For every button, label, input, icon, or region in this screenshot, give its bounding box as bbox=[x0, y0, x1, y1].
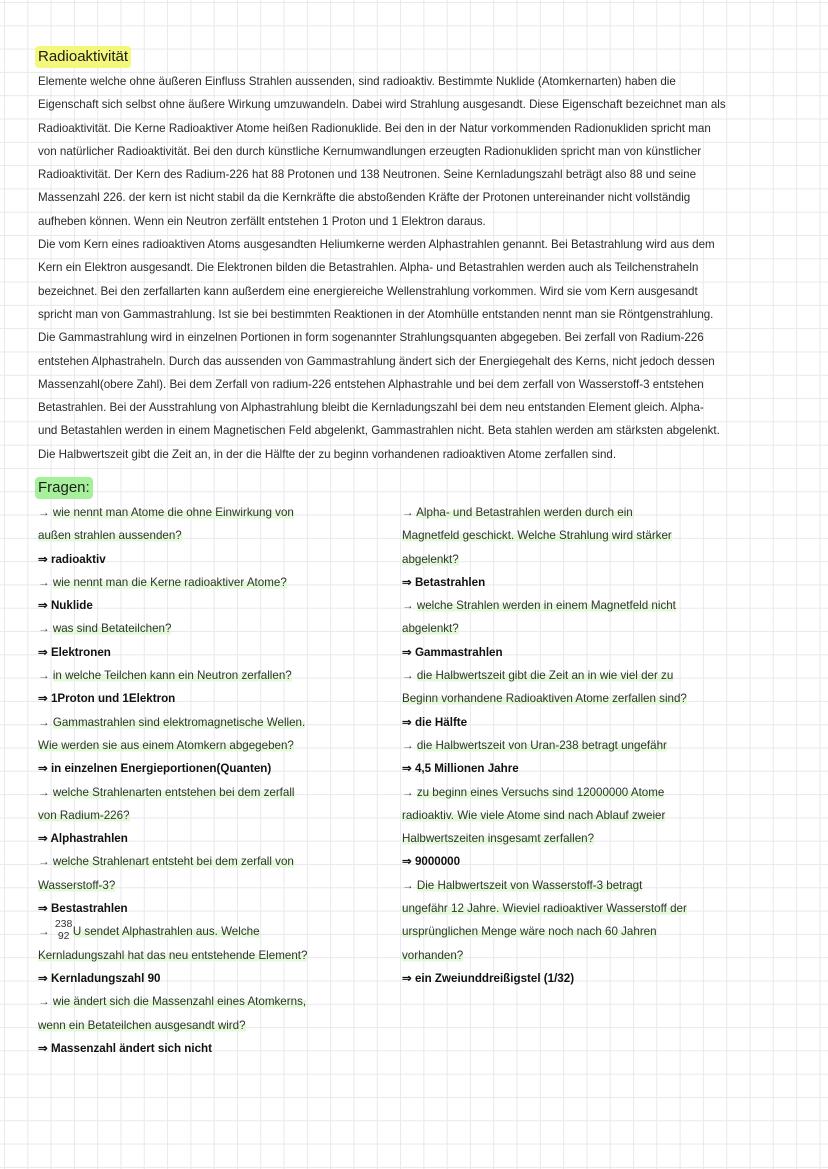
answer-line bbox=[38, 897, 398, 920]
question-continuation bbox=[402, 804, 762, 827]
arrow-icon: → bbox=[38, 785, 53, 799]
question-text: abgelenkt? bbox=[402, 552, 459, 566]
question-continuation bbox=[38, 944, 398, 967]
question-line bbox=[38, 781, 398, 804]
question-text: in welche Teilchen kann ein Neutron zerfallen? bbox=[52, 669, 292, 683]
answer-line bbox=[402, 641, 762, 664]
implies-icon: ⇒ bbox=[402, 855, 415, 869]
question-continuation bbox=[402, 827, 762, 850]
question-text: wie nennt man Atome die ohne Einwirkung von bbox=[52, 506, 294, 519]
answer-line bbox=[38, 757, 398, 780]
question-continuation bbox=[402, 944, 762, 967]
question-continuation bbox=[402, 524, 762, 547]
implies-icon: ⇒ bbox=[38, 762, 51, 776]
arrow-icon: → bbox=[38, 855, 53, 869]
arrow-icon: → bbox=[402, 785, 417, 799]
answer-text: Alphastrahlen bbox=[50, 832, 128, 846]
question-text: radioaktiv. Wie viele Atome sind nach Ablauf zweier bbox=[402, 808, 666, 822]
question-text: Wasserstoff-3? bbox=[38, 878, 116, 892]
answer-line bbox=[402, 711, 762, 734]
arrow-icon: → bbox=[402, 506, 417, 519]
intro-line: Betastrahlen. Bei der Ausstrahlung von Alphastrahlung bleibt die Kernladungszahl bei dem neu entstanden Element gleich. Alpha- bbox=[38, 401, 704, 415]
implies-icon: ⇒ bbox=[38, 599, 51, 613]
answer-line bbox=[402, 757, 762, 780]
implies-icon: ⇒ bbox=[38, 692, 51, 706]
answer-text: ein Zweiunddreißigstel (1/32) bbox=[414, 971, 575, 985]
intro-line: entstehen Alphastraheln. Durch das aussenden von Gammastrahlung ändert sich der Energiegehalt des Kerns, nicht jedoch dessen bbox=[38, 354, 715, 368]
question-text: wenn ein Betateilchen ausgesandt wird? bbox=[38, 1018, 246, 1032]
intro-line: und Betastahlen werden in einem Magnetischen Feld abgelenkt, Gammastrahlen nicht. Beta stahlen werden am stärksten abgelenkt. bbox=[38, 424, 720, 438]
questions-right-column bbox=[402, 501, 762, 990]
answer-text: 1Proton und 1Elektron bbox=[50, 692, 176, 706]
answer-text: 9000000 bbox=[414, 855, 461, 869]
question-line bbox=[402, 501, 762, 524]
arrow-icon: → bbox=[38, 715, 53, 729]
question-text: Kernladungszahl hat das neu entstehende Element? bbox=[38, 948, 308, 962]
question-text: außen strahlen aussenden? bbox=[38, 529, 182, 543]
answer-text: Nuklide bbox=[50, 599, 93, 613]
arrow-icon: → bbox=[402, 878, 417, 892]
answer-text: Bestastrahlen bbox=[50, 902, 128, 916]
question-line bbox=[38, 711, 398, 734]
intro-line: Elemente welche ohne äußeren Einfluss Strahlen aussenden, sind radioaktiv. Bestimmte Nuklide (Atomkernarten) haben die bbox=[38, 75, 676, 88]
answer-text: in einzelnen Energieportionen(Quanten) bbox=[50, 762, 272, 776]
question-text: wie ändert sich die Massenzahl eines Atomkerns, bbox=[52, 995, 307, 1009]
question-text: die Halbwertszeit von Uran-238 betragt ungefähr bbox=[416, 738, 667, 752]
implies-icon: ⇒ bbox=[402, 645, 415, 659]
question-continuation bbox=[38, 1014, 398, 1037]
arrow-icon: → bbox=[402, 669, 417, 683]
question-text: welche Strahlen werden in einem Magnetfeld nicht bbox=[416, 599, 676, 613]
isotope-mass-number: 238 bbox=[54, 918, 73, 931]
implies-icon: ⇒ bbox=[38, 1041, 51, 1055]
question-text: Alpha- und Betastrahlen werden durch ein bbox=[416, 506, 633, 519]
question-continuation bbox=[402, 687, 762, 710]
answer-line bbox=[38, 967, 398, 990]
arrow-icon: → bbox=[38, 995, 53, 1009]
answer-text: Elektronen bbox=[50, 645, 111, 659]
intro-line: Die Gammastrahlung wird in einzelnen Portionen in form sogenannter Strahlungsquanten abgegeben. Bei zerfall von Radium-226 bbox=[38, 331, 704, 345]
question-text: Magnetfeld geschickt. Welche Strahlung wird stärker bbox=[402, 529, 672, 543]
intro-paragraph bbox=[38, 70, 798, 466]
implies-icon: ⇒ bbox=[38, 832, 51, 846]
isotope-notation bbox=[53, 918, 73, 943]
questions-heading: Fragen: bbox=[35, 477, 93, 499]
question-text: wie nennt man die Kerne radioaktiver Atome? bbox=[52, 575, 287, 589]
answer-line bbox=[38, 827, 398, 850]
isotope-atomic-number: 92 bbox=[57, 930, 70, 943]
question-text: zu beginn eines Versuchs sind 12000000 Atome bbox=[416, 785, 665, 799]
question-text: vorhanden? bbox=[402, 948, 464, 962]
questions-left-column bbox=[38, 501, 398, 1060]
answer-text: Gammastrahlen bbox=[414, 645, 503, 659]
question-text: abgelenkt? bbox=[402, 622, 459, 636]
question-continuation bbox=[402, 897, 762, 920]
question-line bbox=[38, 990, 398, 1013]
intro-line: Radioaktivität. Die Kerne Radioaktiver Atome heißen Radionuklide. Bei den in der Natur vorkommenden Radionukliden spricht man bbox=[38, 121, 711, 135]
question-text: U sendet Alphastrahlen aus. Welche bbox=[72, 925, 260, 939]
question-continuation bbox=[402, 920, 762, 943]
answer-text: radioaktiv bbox=[50, 552, 106, 566]
intro-line: spricht man von Gammastrahlung. Ist sie bei bestimmten Reaktionen in der Atomhülle entstanden nennt man sie Röntgenstrahlung. bbox=[38, 307, 714, 321]
question-line bbox=[38, 850, 398, 873]
question-line bbox=[402, 781, 762, 804]
question-continuation bbox=[38, 734, 398, 757]
arrow-icon: → bbox=[38, 669, 53, 683]
question-text: Halbwertszeiten insgesamt zerfallen? bbox=[402, 832, 595, 846]
question-text: welche Strahlenarten entstehen bei dem zerfall bbox=[52, 785, 295, 799]
question-text: welche Strahlenart entsteht bei dem zerfall von bbox=[52, 855, 294, 869]
question-line bbox=[38, 501, 398, 524]
arrow-icon: → bbox=[402, 738, 417, 752]
question-line bbox=[402, 594, 762, 617]
question-continuation bbox=[402, 617, 762, 640]
question-continuation bbox=[38, 874, 398, 897]
intro-line: Massenzahl(obere Zahl). Bei dem Zerfall von radium-226 entstehen Alphastrahle und bei dem zerfall von Wasserstoff-3 entstehen bbox=[38, 377, 704, 391]
question-line bbox=[38, 920, 398, 943]
answer-line bbox=[38, 1037, 398, 1060]
question-text: Die Halbwertszeit von Wasserstoff-3 betragt bbox=[416, 878, 643, 892]
implies-icon: ⇒ bbox=[402, 971, 415, 985]
intro-line: Eigenschaft sich selbst ohne äußere Wirkung umzuwandeln. Dabei wird Strahlung ausgesandt. Diese Eigenschaft bezeichnet man als bbox=[38, 98, 726, 112]
question-text: ursprünglichen Menge wäre noch nach 60 Jahren bbox=[402, 925, 657, 939]
implies-icon: ⇒ bbox=[402, 762, 415, 776]
question-line bbox=[402, 734, 762, 757]
implies-icon: ⇒ bbox=[402, 575, 415, 589]
arrow-icon: → bbox=[38, 622, 53, 636]
arrow-icon: → bbox=[402, 599, 417, 613]
question-line bbox=[402, 664, 762, 687]
page-title: Radioaktivität bbox=[35, 46, 131, 68]
question-continuation bbox=[402, 548, 762, 571]
question-text: die Halbwertszeit gibt die Zeit an in wie viel der zu bbox=[416, 669, 674, 683]
answer-line bbox=[402, 850, 762, 873]
answer-text: 4,5 Millionen Jahre bbox=[414, 762, 519, 776]
answer-line bbox=[38, 594, 398, 617]
answer-line bbox=[402, 571, 762, 594]
implies-icon: ⇒ bbox=[402, 715, 415, 729]
question-continuation bbox=[38, 804, 398, 827]
implies-icon: ⇒ bbox=[38, 971, 51, 985]
implies-icon: ⇒ bbox=[38, 645, 51, 659]
arrow-icon: → bbox=[38, 506, 53, 519]
question-text: Gammastrahlen sind elektromagnetische Wellen. bbox=[52, 715, 306, 729]
implies-icon: ⇒ bbox=[38, 552, 51, 566]
intro-line: Radioaktivität. Der Kern des Radium-226 hat 88 Protonen und 138 Neutronen. Seine Kernladungszahl beträgt also 88 und seine bbox=[38, 168, 697, 182]
question-text: ungefähr 12 Jahre. Wieviel radioaktiver Wasserstoff der bbox=[402, 902, 687, 916]
question-text: Wie werden sie aus einem Atomkern abgegeben? bbox=[38, 738, 294, 752]
intro-line: von natürlicher Radioaktivität. Bei den durch künstliche Kernumwandlungen erzeugten Radionukliden spricht man von künstlicher bbox=[38, 144, 702, 158]
question-text: von Radium-226? bbox=[38, 808, 130, 822]
implies-icon: ⇒ bbox=[38, 902, 51, 916]
intro-line: bezeichnet. Bei den zerfallarten kann außerdem eine energiereiche Wellenstrahlung vorkommen. Wird sie vom Kern ausgesandt bbox=[38, 284, 698, 298]
question-line bbox=[38, 664, 398, 687]
question-text: was sind Betateilchen? bbox=[52, 622, 172, 636]
intro-line: Die Halbwertszeit gibt die Zeit an, in der die Hälfte der zu beginn vorhandenen radioaktiven Atome zerfallen sind. bbox=[38, 447, 617, 461]
intro-line: aufheben können. Wenn ein Neutron zerfällt entstehen 1 Proton und 1 Elektron daraus. bbox=[38, 214, 486, 228]
intro-line: Kern ein Elektron ausgesandt. Die Elektronen bilden die Betastrahlen. Alpha- und Betastrahlen werden auch als Teilchenstraheln bbox=[38, 261, 699, 275]
answer-text: Massenzahl ändert sich nicht bbox=[50, 1041, 213, 1055]
question-line bbox=[38, 571, 398, 594]
arrow-icon: → bbox=[38, 925, 53, 939]
arrow-icon: → bbox=[38, 575, 53, 589]
answer-text: die Hälfte bbox=[414, 715, 468, 729]
answer-line bbox=[38, 687, 398, 710]
question-text: Beginn vorhandene Radioaktiven Atome zerfallen sind? bbox=[402, 692, 687, 706]
answer-text: Betastrahlen bbox=[414, 575, 486, 589]
answer-line bbox=[38, 548, 398, 571]
question-line bbox=[402, 874, 762, 897]
intro-line: Massenzahl 226. der kern ist nicht stabil da die Kernkräfte die abstoßenden Kräfte der Protonen untereinander nicht vollständig bbox=[38, 191, 691, 205]
answer-line bbox=[402, 967, 762, 990]
answer-line bbox=[38, 641, 398, 664]
question-line bbox=[38, 617, 398, 640]
answer-text: Kernladungszahl 90 bbox=[50, 971, 161, 985]
intro-line: Die vom Kern eines radioaktiven Atoms ausgesandten Heliumkerne werden Alphastrahlen genannt. Bei Betastrahlung wird aus dem bbox=[38, 238, 715, 252]
question-continuation bbox=[38, 524, 398, 547]
